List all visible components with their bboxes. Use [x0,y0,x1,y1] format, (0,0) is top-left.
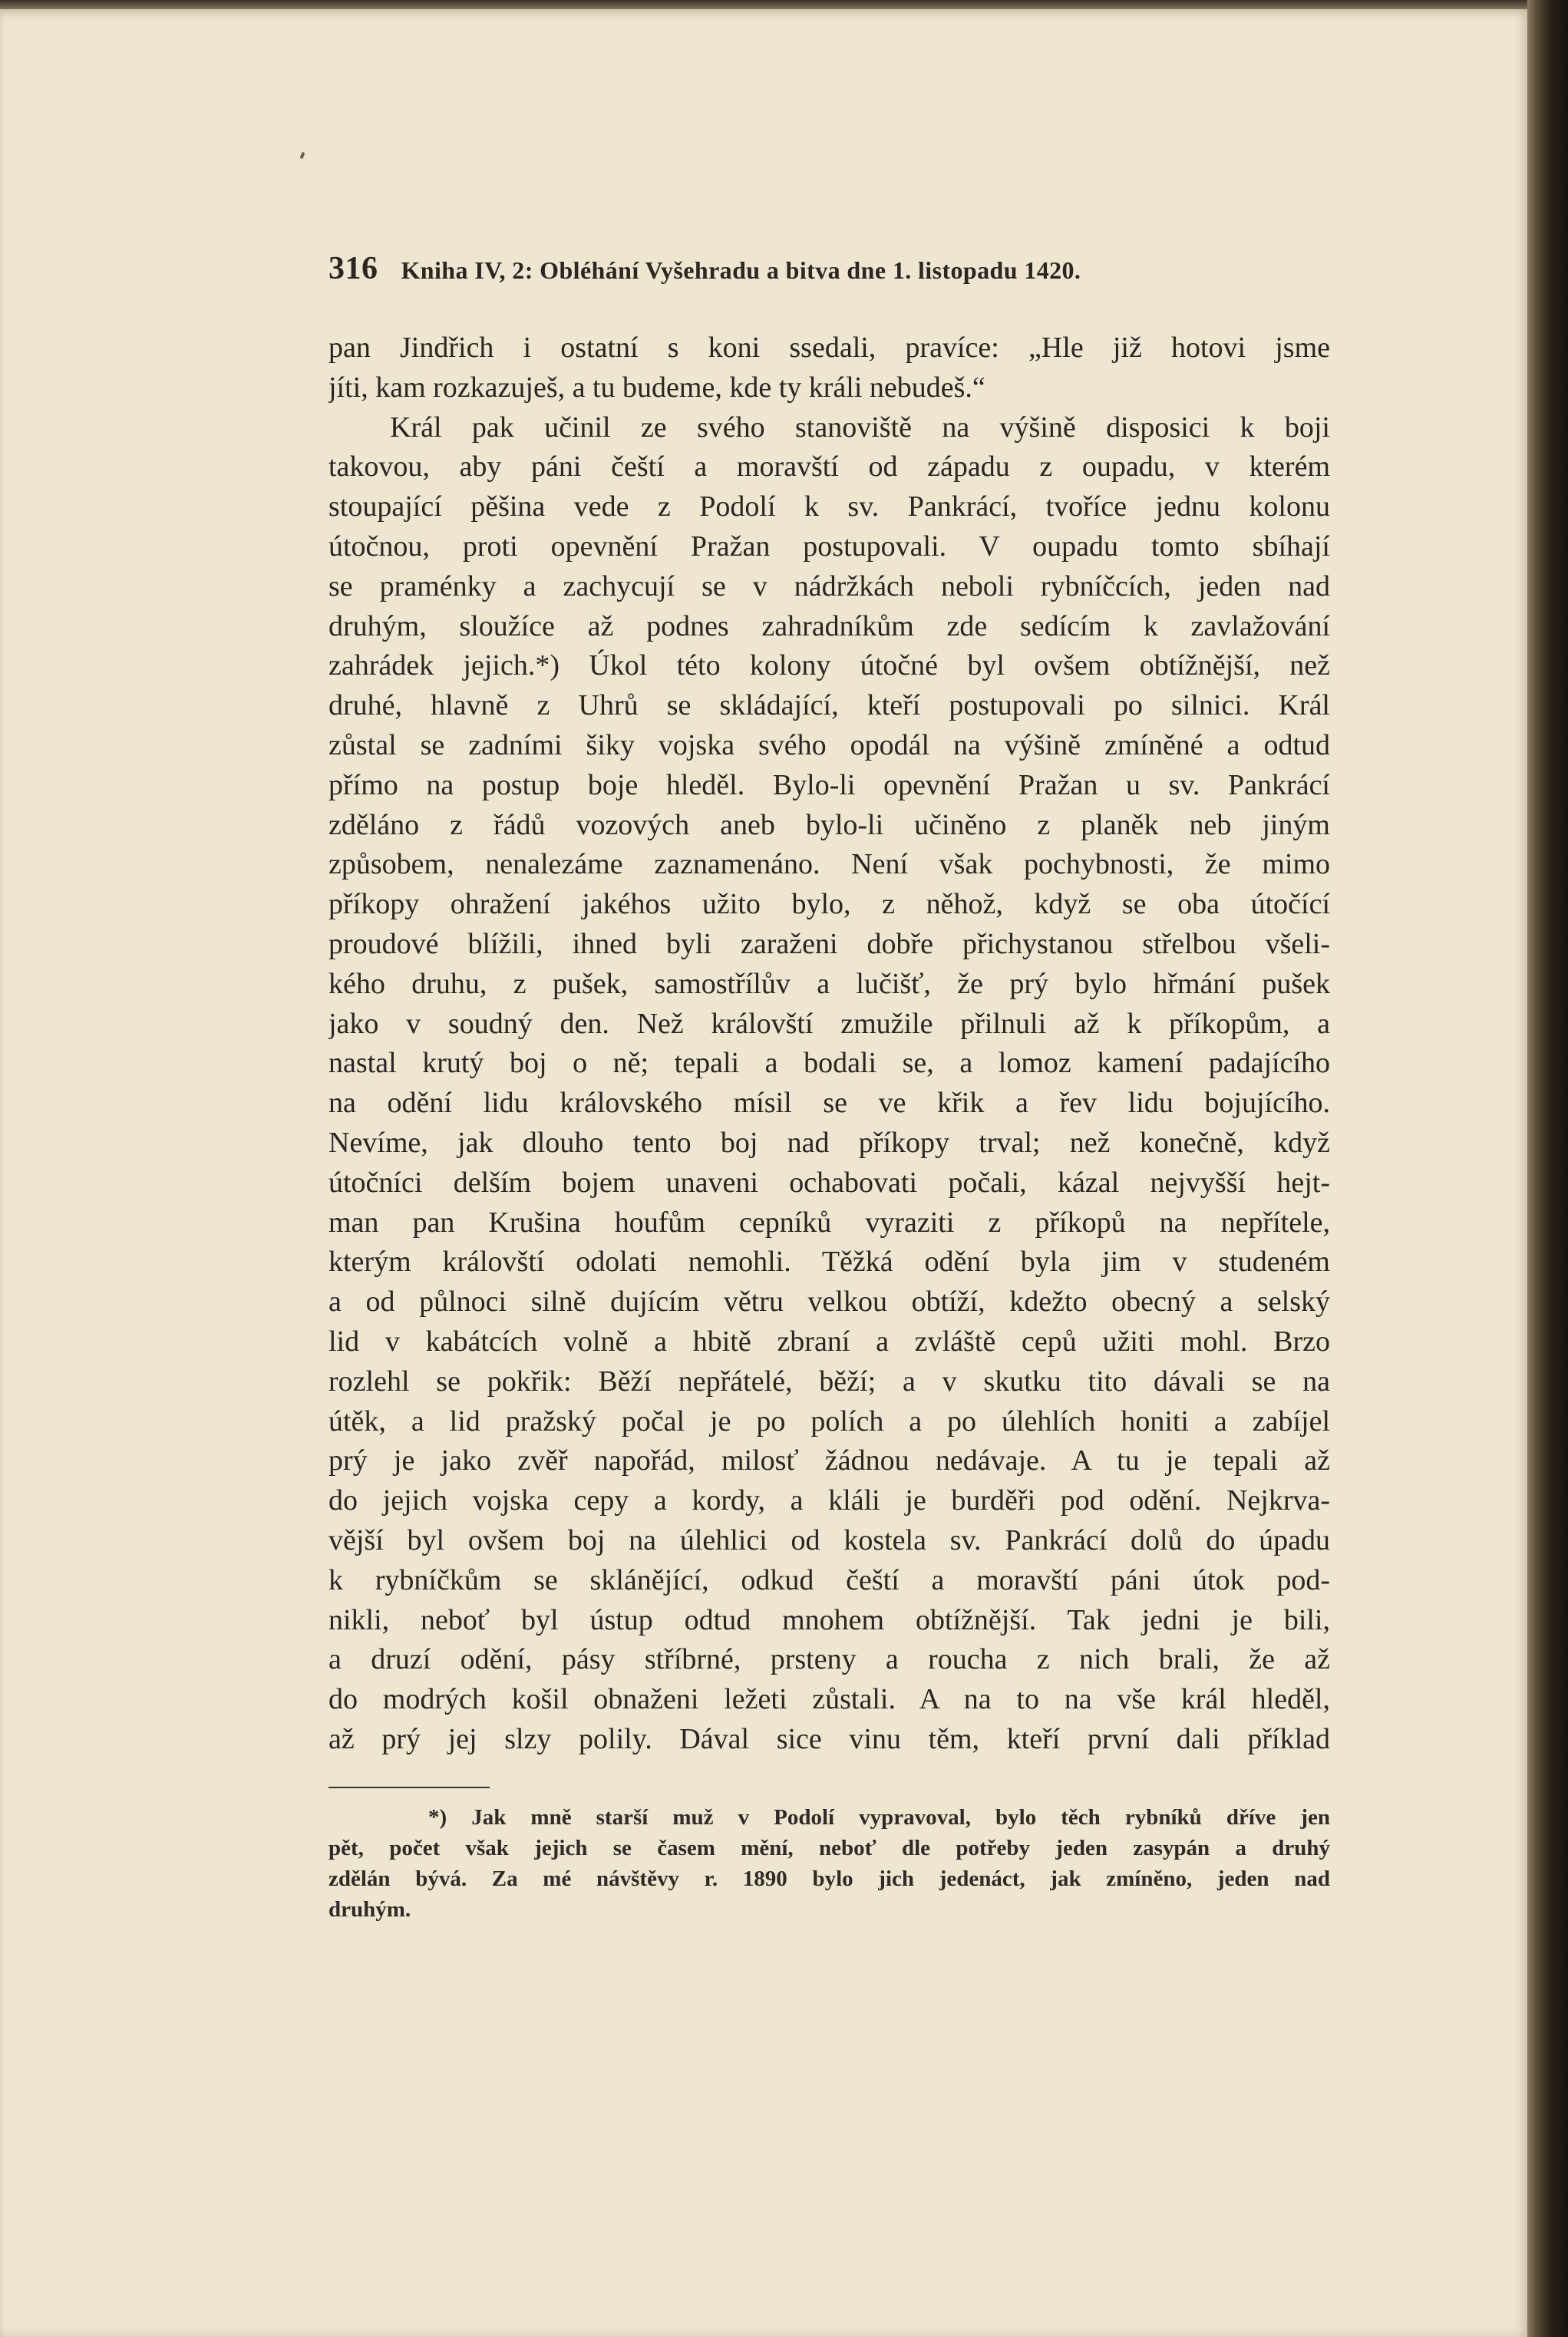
text-line: prý je jako zvěř napořád, milosť žádnou nedávaje. A tu je tepali až [328,1444,1330,1477]
text-line: zůstal se zadními šiky vojska svého opodál na výšině zmíněné a odtud [328,728,1330,761]
text-line: Král pak učinil ze svého stanoviště na výšině disposici k boji [390,411,1330,444]
text-line: příkopy ohražení jakéhos užito bylo, z něhož, když se oba útočící [328,888,1330,921]
footnote [328,1802,1330,1925]
text-line: až prý jej slzy polily. Dával sice vinu těm, kteří první dali příklad [328,1722,1330,1755]
running-header [328,250,1326,293]
text-line: man pan Krušina houfům cepníků vyraziti z příkopů na nepřítele, [328,1206,1330,1239]
text-line: útočníci delším bojem unaveni ochabovati počali, kázal nejvyšší hejt- [328,1166,1330,1199]
text-line: kého druhu, z pušek, samostřílův a lučišť, že prý bylo hřmání pušek [328,967,1330,1000]
text-line: nikli, neboť byl ústup odtud mnohem obtížnější. Tak jedni je bili, [328,1603,1330,1636]
text-line: se praménky a zachycují se v nádržkách neboli rybníčcích, jeden nad [328,569,1330,602]
text-line: druhým, sloužíce až podnes zahradníkům zde sedícím k zavlažování [328,609,1330,642]
text-line: takovou, aby páni čeští a moravští od západu z oupadu, v kterém [328,451,1330,484]
text-line: nastal krutý boj o ně; tepali a bodali se, a lomoz kamení padajícího [328,1047,1330,1080]
running-title: Kniha IV, 2: Obléhání Vyšehradu a bitva dne 1. listopadu 1420. [401,256,1081,284]
text-line: přímo na postup boje hleděl. Bylo-li opevnění Pražan u sv. Pankrácí [328,768,1330,801]
text-line: vější byl ovšem boj na úlehlici od kostela sv. Pankrácí dolů do úpadu [328,1523,1330,1556]
text-line: stoupající pěšina vede z Podolí k sv. Pankrácí, tvoříce jednu kolonu [328,490,1330,523]
footnote-line: *) Jak mně starší muž v Podolí vypravoval, bylo těch rybníků dříve jen [428,1805,1330,1830]
text-line: útočnou, proti opevnění Pražan postupovali. V oupadu tomto sbíhají [328,530,1330,563]
text-line: do jejich vojska cepy a kordy, a kláli je burděři pod odění. Nejkrva- [328,1484,1330,1517]
footnote-line: zdělán bývá. Za mé návštěvy r. 1890 bylo jich jedenáct, jak zmíněno, jeden nad [328,1867,1330,1891]
body-text [328,328,1330,1760]
text-line: proudové blížili, ihned byli zaraženi dobře přichystanou střelbou všeli- [328,927,1330,960]
text-line: zahrádek jejich.*) Úkol této kolony útočné byl ovšem obtížnější, než [328,649,1330,682]
text-line: pan Jindřich i ostatní s koni ssedali, pravíce: „Hle již hotovi jsme [328,332,1330,364]
footnote-line: druhým. [328,1897,411,1922]
book-spine-shadow [1527,0,1568,2337]
text-line: na odění lidu královského mísil se ve křik a řev lidu bojujícího. [328,1087,1330,1120]
text-line: druhé, hlavně z Uhrů se skládající, kteří postupovali po silnici. Král [328,689,1330,722]
text-line: zděláno z řádů vozových aneb bylo-li učiněno z planěk neb jiným [328,808,1330,841]
text-line: útěk, a lid pražský počal je po polích a po úlehlích honiti a zabíjel [328,1405,1330,1438]
text-line: způsobem, nenalezáme zaznamenáno. Není však pochybnosti, že mimo [328,848,1330,881]
text-line: kterým královští odolati nemohli. Těžká odění byla jim v studeném [328,1246,1330,1279]
page-number: 316 [328,251,378,286]
text-line: rozlehl se pokřik: Běží nepřátelé, běží; a v skutku tito dávali se na [328,1365,1330,1398]
text-line: Nevíme, jak dlouho tento boj nad příkopy trval; než konečně, když [328,1126,1330,1159]
text-line: lid v kabátcích volně a hbitě zbraní a zvláště cepů užiti mohl. Brzo [328,1325,1330,1358]
text-line: jako v soudný den. Než královští zmužile přilnuli až k příkopům, a [328,1007,1330,1040]
footnote-line: pět, počet však jejich se časem mění, neboť dle potřeby jeden zasypán a druhý [328,1836,1330,1860]
text-line: a od půlnoci silně dujícím větru velkou obtíží, kdežto obecný a selský [328,1286,1330,1319]
text-line: k rybníčkům se sklánějící, odkud čeští a moravští páni útok pod- [328,1563,1330,1596]
text-line: do modrých košil obnaženi ležeti zůstali. A na to na vše král hleděl, [328,1683,1330,1716]
footnote-rule [328,1787,490,1788]
text-line: jíti, kam rozkazuješ, a tu budeme, kde ty králi nebudeš.“ [328,371,985,404]
text-line: a druzí odění, pásy stříbrné, prsteny a roucha z nich brali, že až [328,1643,1330,1676]
